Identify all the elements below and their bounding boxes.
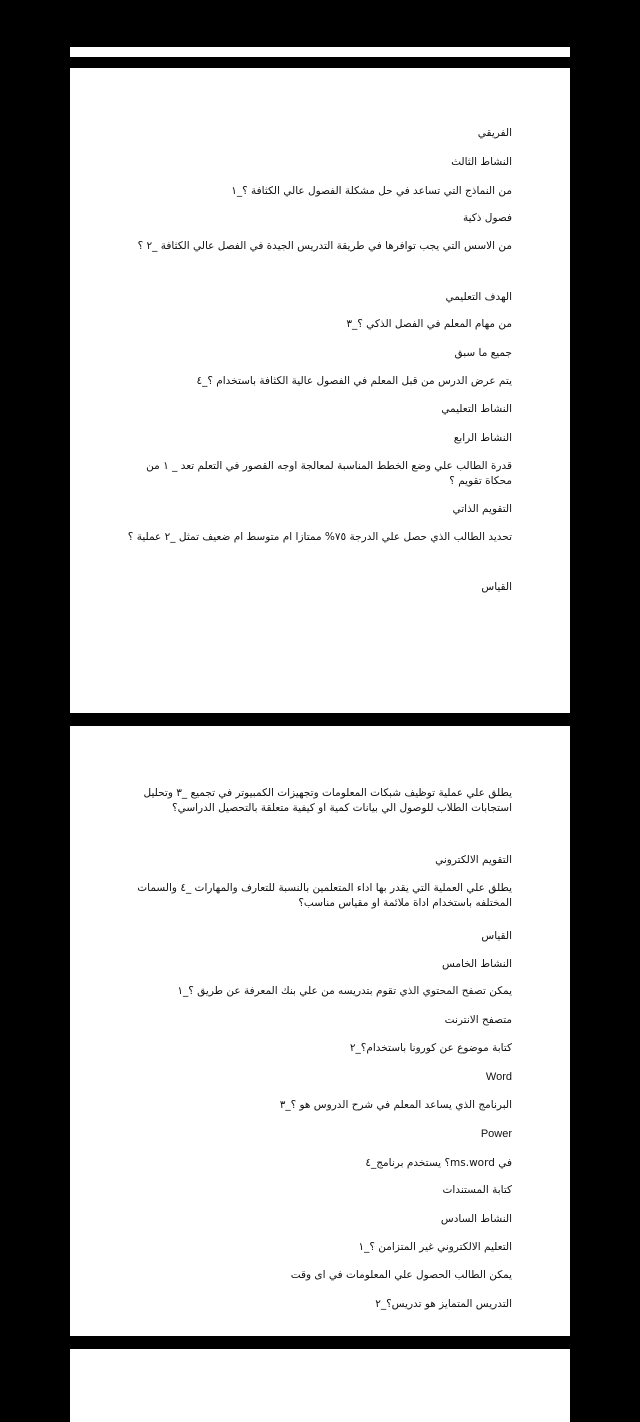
question-line: يتم عرض الدرس من قبل المعلم في الفصول عالية الكثافة باستخدام ؟_٤	[196, 375, 512, 387]
section-heading: النشاط الخامس	[441, 958, 512, 970]
question-line: يطلق علي العملية التي يقدر بها اداء المتعلمين بالنسبة للتعارف والمهارات _٤ والسمات المختلفه باستخدام اداة ملائمة او مقياس مناسب؟	[137, 882, 512, 909]
document-page-2	[70, 726, 570, 1336]
answer-line: التقويم الذاتي	[452, 503, 512, 515]
top-page-edge	[70, 47, 570, 57]
question-line: تحديد الطالب الذي حصل علي الدرجة ٧٥% ممتازا ام متوسط ام ضعيف تمثل _٢ عملية ؟	[127, 531, 512, 543]
document-page-1	[70, 68, 570, 713]
document-page-3	[70, 1349, 570, 1422]
question-line: التعليم الالكتروني غير المتزامن ؟_١	[358, 1241, 512, 1253]
question-line: في ms.word؟ يستخدم برنامج_٤	[365, 1157, 512, 1169]
text-line: النشاط الثالث	[451, 156, 512, 168]
question-line: كتابة موضوع عن كورونا باستخدام؟_٢	[349, 1042, 512, 1054]
answer-line: الهدف التعليمي	[445, 291, 512, 303]
answer-line: Power	[480, 1128, 512, 1140]
question-line: قدرة الطالب علي وضع الخطط المناسبة لمعالجة اوجه القصور في التعلم تعد _ ١ من محكاة تقويم ؟	[146, 460, 512, 487]
answer-line: كتابة المستندات	[442, 1184, 512, 1196]
answer-line: القياس	[481, 930, 512, 942]
section-heading: النشاط السادس	[440, 1213, 512, 1225]
question-line: من مهام المعلم في الفصل الذكي ؟_٣	[346, 318, 512, 330]
answer-line: Word	[485, 1071, 512, 1083]
text-line: الفريقي	[477, 127, 512, 139]
answer-line: يمكن الطالب الحصول علي المعلومات في اى وقت	[290, 1269, 512, 1281]
section-heading: النشاط الرابع	[453, 432, 512, 444]
question-line: يطلق علي عملية توظيف شبكات المعلومات وتجهيزات الكمبيوتر في تجميع _٣ وتحليل استجابات الطلاب للوصول الي بيانات كمية او كيفية متعلقة بالتحصيل الدراسي؟	[143, 787, 512, 814]
question-line: من النماذج التي تساعد في حل مشكلة الفصول عالي الكثافة ؟_١	[231, 185, 512, 197]
answer-line: القياس	[481, 581, 512, 593]
question-line: البرنامج الذي يساعد المعلم في شرح الدروس هو ؟_٣	[279, 1099, 512, 1111]
answer-line: جميع ما سبق	[454, 347, 512, 359]
answer-line: النشاط التعليمي	[441, 403, 512, 415]
question-line: من الاسس التي يجب توافرها في طريقة التدريس الجيدة في الفصل عالي الكثافة _٢ ؟	[137, 240, 512, 252]
answer-line: فصول ذكية	[463, 212, 512, 224]
answer-line: متصفح الانترنت	[444, 1014, 512, 1026]
answer-line: التقويم الالكتروني	[435, 854, 512, 866]
question-line: التدريس المتمايز هو تدريس؟_٢	[375, 1298, 512, 1310]
question-line: يمكن تصفح المحتوي الذي تقوم بتدريسه من علي بنك المعرفة عن طريق ؟_١	[177, 985, 512, 997]
